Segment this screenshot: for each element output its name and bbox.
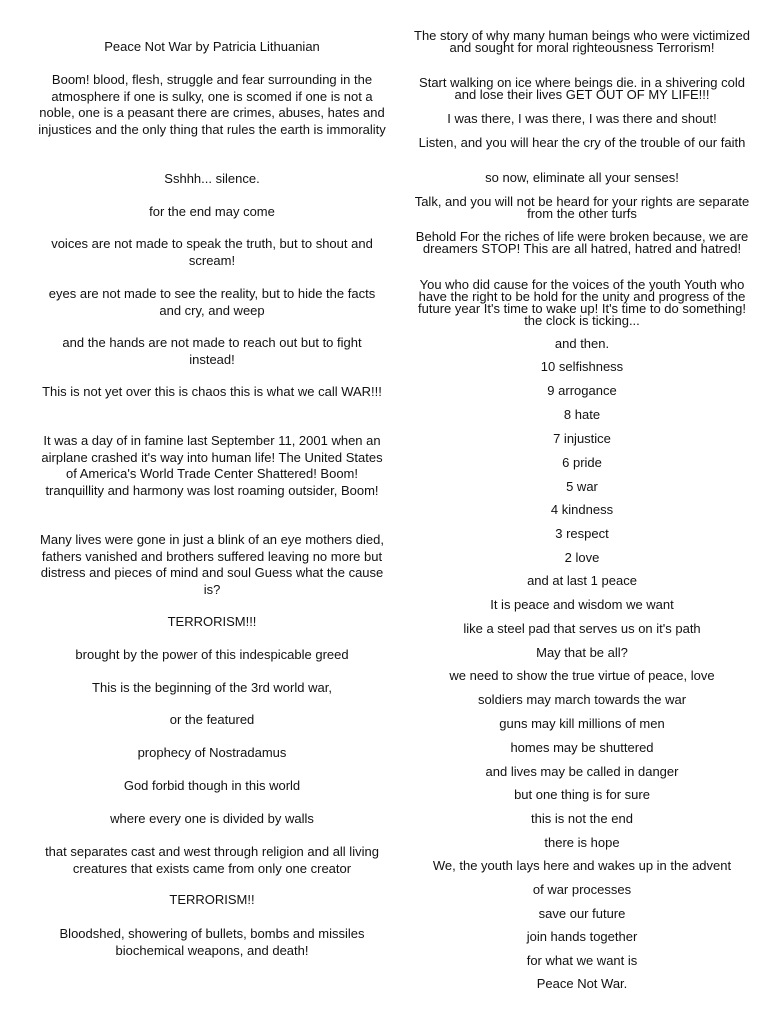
poem-paragraph: we need to show the true virtue of peace, love	[449, 668, 715, 683]
poem-paragraph: Many lives were gone in just a blink of an eye mothers died, fathers vanished and brothers suffered leaving no more but distress and pieces of mind and soul Guess what the cause is?	[40, 532, 384, 597]
poem-paragraph: soldiers may march towards the war	[477, 692, 687, 707]
poem-paragraph: God forbid though in this world	[123, 778, 301, 793]
poem-paragraph: for what we want is	[526, 953, 638, 968]
poem-paragraph: 8 hate	[563, 407, 601, 422]
poem-paragraph: It is peace and wisdom we want	[490, 597, 674, 612]
poem-paragraph: join hands together	[526, 929, 638, 944]
poem-paragraph: and then.	[554, 336, 610, 351]
poem-paragraph: for the end may come	[149, 204, 275, 219]
poem-paragraph: We, the youth lays here and wakes up in the advent	[432, 858, 732, 873]
poem-paragraph: brought by the power of this indespicable greed	[75, 647, 349, 662]
poem-paragraph: 9 arrogance	[547, 383, 617, 398]
poem-paragraph: 4 kindness	[550, 502, 614, 517]
poem-paragraph: I was there, I was there, I was there and shout!	[447, 111, 717, 126]
poem-paragraph: 2 love	[564, 550, 600, 565]
poem-paragraph: but one thing is for sure	[514, 787, 650, 802]
poem-paragraph: guns may kill millions of men	[499, 716, 665, 731]
poem-paragraph: that separates cast and west through religion and all living creatures that exists came from only one creator	[45, 844, 379, 876]
poem-paragraph: and lives may be called in danger	[485, 764, 679, 779]
poem-paragraph: so now, eliminate all your senses!	[485, 170, 679, 185]
poem-paragraph: Boom! blood, flesh, struggle and fear surrounding in the atmosphere if one is sulky, one is scomed if one is not a noble, one is a peasant there are crimes, abuses, hates and injustices and the only thing that rules the earth is immorality	[38, 72, 386, 137]
poem-paragraph: This is the beginning of the 3rd world war,	[92, 680, 332, 695]
poem-paragraph: or the featured	[169, 712, 255, 727]
poem-paragraph: Sshhh... silence.	[164, 171, 260, 186]
poem-paragraph: The story of why many human beings who were victimized and sought for moral righteousness Terrorism!	[414, 28, 750, 55]
poem-paragraph: TERRORISM!!!	[167, 614, 257, 629]
poem-paragraph: 5 war	[566, 479, 598, 494]
poem-paragraph: there is hope	[544, 835, 620, 850]
poem-paragraph: Behold For the riches of life were broken because, we are dreamers STOP! This are all hatred, hatred and hatred!	[415, 229, 749, 256]
poem-paragraph: You who did cause for the voices of the youth Youth who have the right to be hold for the unity and progress of the future year It's time to wake up! It's time to do something! the clock is ticking...	[418, 277, 746, 328]
poem-paragraph: and the hands are not made to reach out but to fight instead!	[62, 335, 362, 367]
poem-paragraph: homes may be shuttered	[510, 740, 654, 755]
poem-paragraph: like a steel pad that serves us on it's path	[463, 621, 701, 636]
poem-paragraph: TERRORISM!!	[169, 892, 255, 907]
poem-paragraph: May that be all?	[536, 645, 628, 660]
poem-title: Peace Not War by Patricia Lithuanian	[104, 39, 320, 54]
poem-paragraph: voices are not made to speak the truth, but to shout and scream!	[51, 236, 373, 268]
poem-paragraph: save our future	[538, 906, 626, 921]
poem-paragraph: 3 respect	[555, 526, 609, 541]
poem-paragraph: 7 injustice	[553, 431, 611, 446]
poem-paragraph: of war processes	[532, 882, 632, 897]
poem-paragraph: prophecy of Nostradamus	[137, 745, 287, 760]
poem-paragraph: eyes are not made to see the reality, but to hide the facts and cry, and weep	[48, 286, 376, 318]
poem-paragraph: Listen, and you will hear the cry of the trouble of our faith	[418, 135, 746, 150]
poem-paragraph: This is not yet over this is chaos this is what we call WAR!!!	[42, 384, 382, 399]
poem-paragraph: Peace Not War.	[536, 976, 628, 991]
poem-paragraph: 10 selfishness	[540, 359, 624, 374]
poem-paragraph: It was a day of in famine last September 11, 2001 when an airplane crashed it's way into human life! The United States of America's World Trade Center Shattered! Boom! tranquillity and harmony was lost roaming outsider, Boom!	[41, 433, 383, 498]
poem-paragraph: this is not the end	[531, 811, 633, 826]
poem-paragraph: Start walking on ice where beings die. in a shivering cold and lose their lives GET OUT OF MY LIFE!!!	[419, 75, 745, 102]
poem-paragraph: 6 pride	[562, 455, 602, 470]
poem-paragraph: Talk, and you will not be heard for your rights are separate from the other turfs	[414, 194, 750, 221]
poem-paragraph: and at last 1 peace	[527, 573, 637, 588]
poem-paragraph: where every one is divided by walls	[110, 811, 314, 826]
poem-paragraph: Bloodshed, showering of bullets, bombs and missiles biochemical weapons, and death!	[59, 926, 365, 958]
